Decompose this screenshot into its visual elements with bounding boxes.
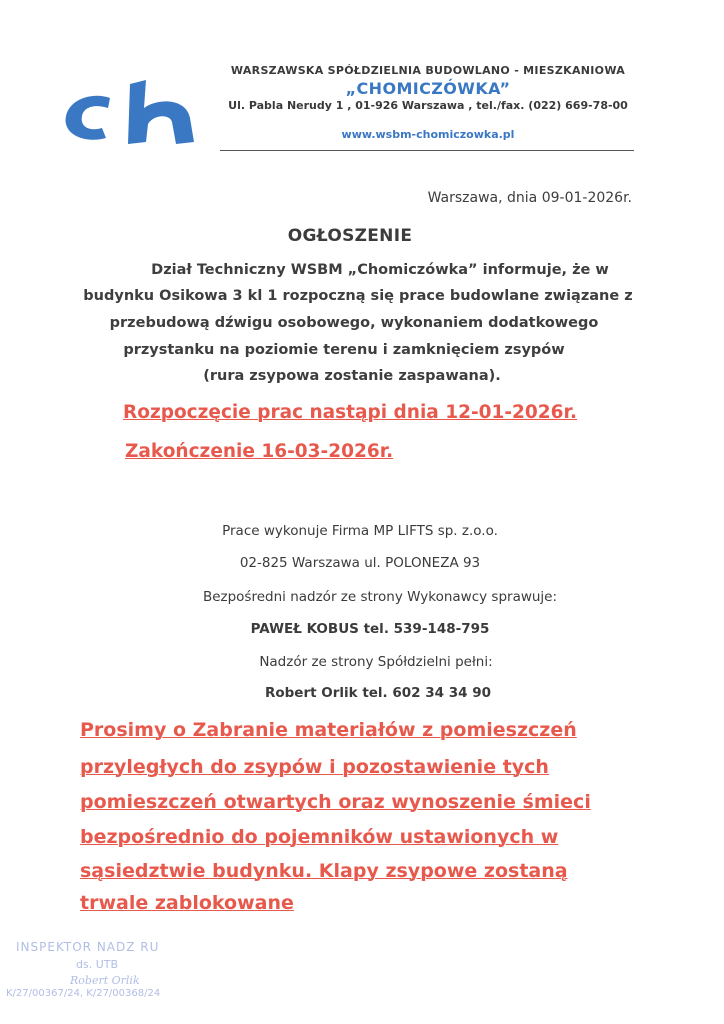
contractor-address: 02-825 Warszawa ul. POLONEZA 93 (239, 555, 481, 571)
page-title: OGŁOSZENIE (287, 226, 413, 246)
notice-line: pomieszczeń otwartych oraz wynoszenie śmieci (80, 791, 591, 813)
contractor-supervisor: PAWEŁ KOBUS tel. 539-148-795 (250, 621, 490, 637)
body-line: (rura zsypowa zostanie zaspawana). (203, 368, 501, 384)
coop-supervision-label: Nadzór ze strony Spółdzielni pełni: (259, 654, 493, 670)
stamp-license-numbers: K/27/00367/24, K/27/00368/24 (6, 988, 161, 999)
ch-monogram-logo-icon (62, 78, 212, 146)
contractor-line: Prace wykonuje Firma MP LIFTS sp. z.o.o. (222, 523, 498, 539)
body-line: przystanku na poziomie terenu i zamknięciem zsypów (123, 342, 565, 358)
end-date-notice: Zakończenie 16-03-2026r. (125, 441, 394, 462)
date-line: Warszawa, dnia 09-01-2026r. (427, 190, 632, 206)
header-divider (220, 150, 634, 151)
organization-short-name: „CHOMICZÓWKA” (345, 79, 511, 98)
body-line: budynku Osikowa 3 kl 1 rozpoczną się prace budowlane związane z (83, 288, 633, 304)
stamp-department: ds. UTB (76, 958, 119, 971)
start-date-notice: Rozpoczęcie prac nastąpi dnia 12-01-2026r. (123, 402, 578, 423)
body-line: przebudową dźwigu osobowego, wykonaniem dodatkowego (109, 315, 599, 331)
inspector-stamp (6, 940, 181, 1010)
notice-line: przyległych do zsypów i pozostawienie tych (80, 756, 549, 778)
notice-line: sąsiedztwie budynku. Klapy zsypowe zostaną (80, 860, 568, 882)
notice-line: bezpośrednio do pojemników ustawionych w (80, 826, 559, 848)
notice-line: Prosimy o Zabranie materiałów z pomieszczeń (80, 719, 577, 741)
organization-website-link[interactable]: www.wsbm-chomiczowka.pl (341, 128, 515, 141)
contractor-supervision-label: Bezpośredni nadzór ze strony Wykonawcy sprawuje: (202, 589, 558, 605)
stamp-signature: Robert Orlik (70, 974, 140, 987)
coop-supervisor: Robert Orlik tel. 602 34 34 90 (264, 685, 492, 701)
organization-address: Ul. Pabla Nerudy 1 , 01-926 Warszawa , tel./fax. (022) 669-78-00 (228, 99, 628, 112)
organization-name: WARSZAWSKA SPÓŁDZIELNIA BUDOWLANO - MIESZKANIOWA (230, 64, 626, 77)
stamp-title: INSPEKTOR NADZ RU (16, 940, 160, 954)
notice-line: trwale zablokowane (80, 892, 294, 914)
body-line: Dział Techniczny WSBM „Chomiczówka” informuje, że w (151, 262, 609, 278)
